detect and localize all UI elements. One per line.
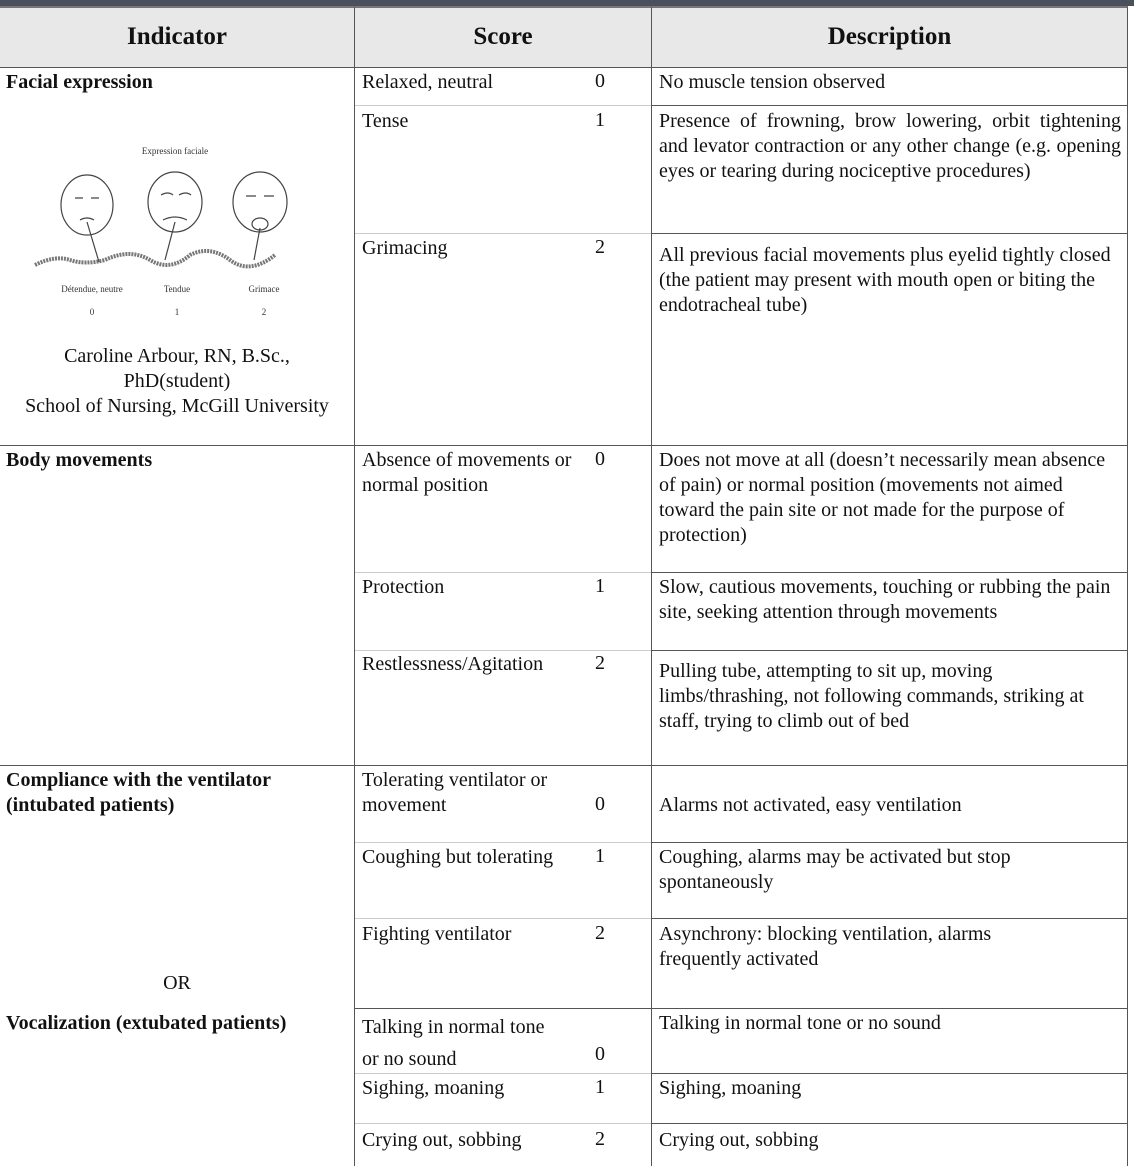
description-text: Talking in normal tone or no sound bbox=[659, 1012, 941, 1034]
level-label: Relaxed, neutral bbox=[362, 71, 494, 93]
score-value: 2 bbox=[595, 1128, 605, 1150]
header-description: Description bbox=[652, 6, 1128, 68]
row-divider bbox=[0, 445, 1128, 446]
svg-text:Grimace: Grimace bbox=[248, 284, 280, 294]
score-value: 1 bbox=[595, 575, 605, 597]
description-text: Does not move at all (doesn’t necessarily mean absence of pain) or normal position (movements not aimed toward the pain site or not made for the purpose of protection) bbox=[659, 449, 1106, 546]
indicator-vocalization: Vocalization (extubated patients) bbox=[6, 1012, 287, 1034]
header-score: Score bbox=[355, 6, 652, 68]
indicator-facial-expression: Facial expression bbox=[6, 71, 153, 93]
level-label: Tense bbox=[362, 110, 409, 132]
row-divider bbox=[0, 765, 1128, 766]
svg-text:Détendue, neutre: Détendue, neutre bbox=[61, 284, 123, 294]
level-label: Grimacing bbox=[362, 237, 448, 259]
score-value: 2 bbox=[595, 236, 605, 258]
credit-text: Caroline Arbour, RN, B.Sc., PhD(student) School of Nursing, McGill University bbox=[25, 345, 329, 417]
score-value: 0 bbox=[595, 793, 605, 815]
score-value: 1 bbox=[595, 1076, 605, 1098]
score-value: 0 bbox=[595, 1043, 605, 1065]
svg-text:0: 0 bbox=[89, 307, 95, 317]
level-label: Restlessness/Agitation bbox=[362, 653, 544, 675]
facial-expression-illustration bbox=[30, 140, 310, 320]
level-label: Tolerating ventilator or movement bbox=[362, 769, 548, 816]
indicator-compliance-ventilator: Compliance with the ventilator (intubated patients) bbox=[6, 769, 271, 816]
level-label: Fighting ventilator bbox=[362, 923, 512, 945]
description-text: Crying out, sobbing bbox=[659, 1129, 819, 1151]
score-value: 1 bbox=[595, 845, 605, 867]
svg-text:2: 2 bbox=[261, 307, 267, 317]
level-label: Protection bbox=[362, 576, 445, 598]
indicator-body-movements: Body movements bbox=[6, 449, 153, 471]
svg-text:Tendue: Tendue bbox=[163, 284, 191, 294]
description-text: Alarms not activated, easy ventilation bbox=[659, 794, 962, 816]
level-label: Coughing but tolerating bbox=[362, 846, 554, 868]
description-text: No muscle tension observed bbox=[659, 71, 886, 93]
level-label: Sighing, moaning bbox=[362, 1077, 505, 1099]
description-text: Presence of frowning, brow lowering, orbit tightening and levator contraction or any other change (e.g. opening eyes or tearing during nociceptive procedures) bbox=[659, 110, 1121, 182]
score-value: 2 bbox=[595, 922, 605, 944]
header-indicator: Indicator bbox=[0, 6, 355, 68]
description-text: Coughing, alarms may be activated but stop spontaneously bbox=[659, 846, 1011, 893]
level-label: Crying out, sobbing bbox=[362, 1129, 522, 1151]
level-label: Talking in normal tone or no sound bbox=[362, 1016, 545, 1070]
score-value: 0 bbox=[595, 448, 605, 470]
description-text: Sighing, moaning bbox=[659, 1077, 802, 1099]
description-text: Pulling tube, attempting to sit up, moving limbs/thrashing, not following commands, striking at staff, trying to climb out of bed bbox=[659, 660, 1084, 732]
level-label: Absence of movements or normal position bbox=[362, 449, 572, 496]
description-text: Asynchrony: blocking ventilation, alarms frequently activated bbox=[659, 923, 992, 970]
or-label: OR bbox=[163, 972, 191, 994]
svg-text:1: 1 bbox=[174, 307, 180, 317]
score-value: 0 bbox=[595, 70, 605, 92]
score-value: 1 bbox=[595, 109, 605, 131]
score-value: 2 bbox=[595, 652, 605, 674]
description-text: Slow, cautious movements, touching or rubbing the pain site, seeking attention through movements bbox=[659, 576, 1111, 623]
description-text: All previous facial movements plus eyelid tightly closed (the patient may present with mouth open or biting the endotracheal tube) bbox=[659, 244, 1111, 316]
svg-text:Expression faciale: Expression faciale bbox=[141, 146, 209, 156]
